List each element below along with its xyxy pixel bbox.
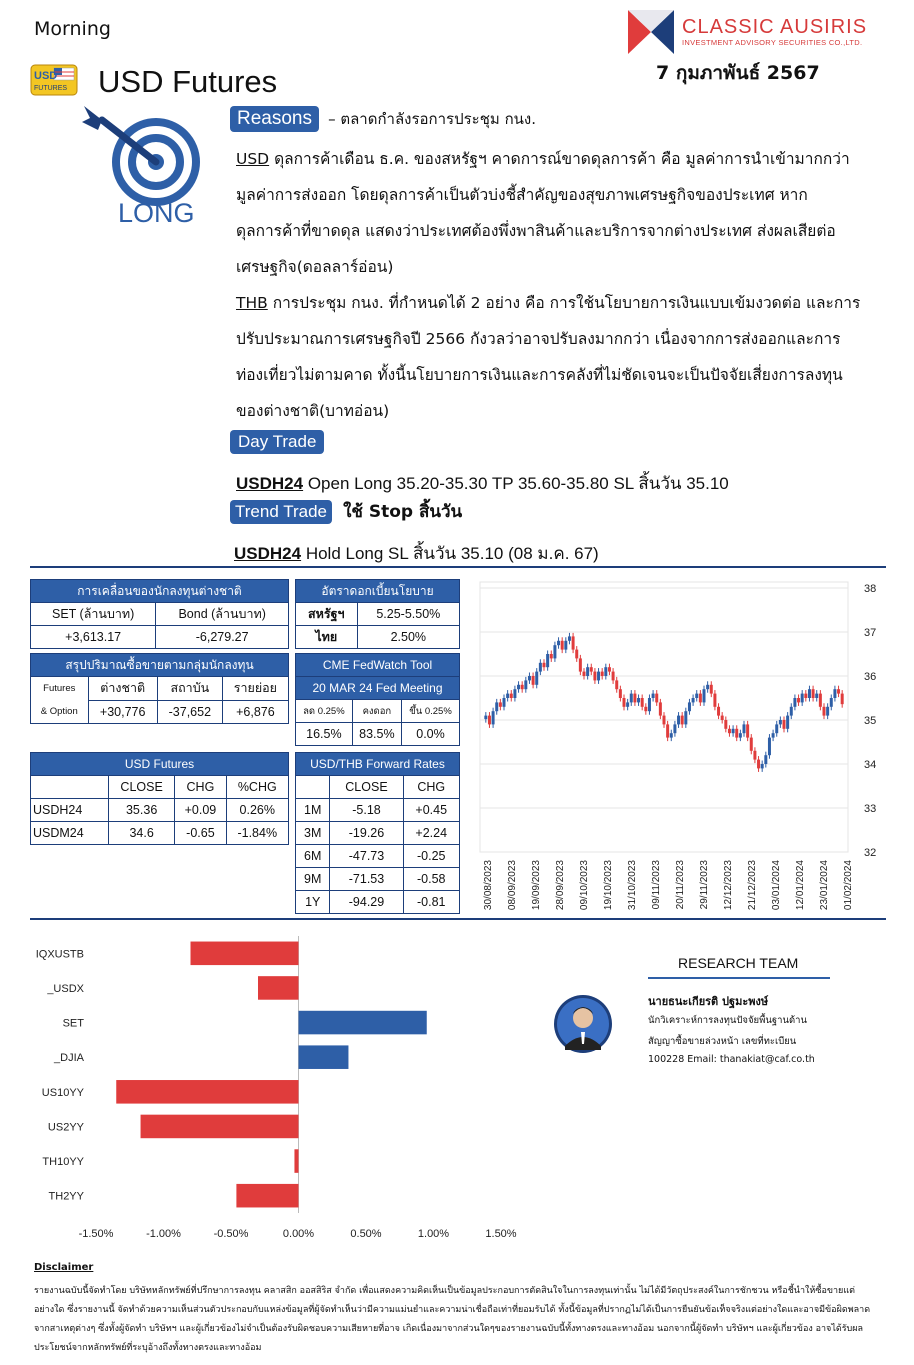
candle-body (535, 672, 538, 685)
candle-body (670, 733, 673, 737)
trend-trade-pill: Trend Trade (230, 500, 332, 524)
candle-body (815, 694, 818, 698)
table-row: 1Y -94.29 -0.81 (296, 891, 460, 914)
x-tick-label: 28/09/2023 (555, 860, 566, 911)
candle-body (826, 707, 829, 716)
x-tick-label: 30/08/2023 (483, 860, 494, 911)
candle-body (550, 654, 553, 658)
candle-body (753, 751, 756, 760)
candle-body (830, 698, 833, 707)
x-tick-label: 1.00% (417, 1228, 450, 1240)
candle-body (724, 720, 727, 729)
x-tick-label: 01/02/2024 (843, 860, 854, 911)
brand-logo-icon (628, 10, 674, 54)
candle-body (630, 694, 633, 703)
candle-body (775, 724, 778, 733)
set-flow-value: +3,613.17 (31, 626, 156, 649)
section-divider-bottom (30, 918, 886, 920)
candle-body (557, 641, 560, 645)
day-trade-symbol: USDH24 (236, 474, 304, 493)
foreign-flow-table: การเคลื่อนของนักลงทุนต่างชาติ SET (ล้านบาท) Bond (ล้านบาท) +3,613.17 -6,279.27 (30, 579, 289, 649)
target-dart-icon (80, 102, 212, 206)
candle-body (619, 689, 622, 698)
candle-body (517, 685, 520, 689)
candle-body (644, 707, 647, 711)
candle-body (608, 667, 611, 671)
foreign-flow-title: การเคลื่อนของนักลงทุนต่างชาติ (31, 580, 289, 603)
policy-rate-title: อัตราดอกเบี้ยนโยบาย (296, 580, 460, 603)
trend-trade-symbol: USDH24 (234, 544, 302, 563)
candle-body (841, 694, 844, 705)
analyst-license: สัญญาซื้อขายล่วงหน้า เลขที่ทะเบียน (648, 1036, 797, 1047)
reasons-summary: – ตลาดกำลังรอการประชุม กนง. (328, 110, 537, 128)
candle-body (601, 672, 604, 676)
policy-rate-table: อัตราดอกเบี้ยนโยบาย สหรัฐฯ 5.25-5.50% ไทย 2.50% (295, 579, 460, 649)
candle-body (673, 724, 676, 733)
candle-body (772, 733, 775, 737)
trend-trade-plan: USDH24 Hold Long SL สิ้นวัน 35.10 (08 ม.ค. 67) (234, 544, 599, 563)
y-tick-label: 33 (864, 803, 877, 815)
x-tick-label: -1.50% (78, 1228, 114, 1240)
usd-reason-line-3: ดุลการค้าที่ขาดดุล แสดงว่าประเทศต้องพึ่งพาสินค้าและบริการจากต่างประเทศ ส่งผลเสียต่อ (236, 222, 836, 240)
candle-body (743, 724, 746, 733)
candle-body (593, 672, 596, 681)
candle-body (597, 672, 600, 681)
candle-body (655, 694, 658, 703)
candle-body (575, 650, 578, 659)
candle-body (615, 680, 618, 689)
candle-body (659, 702, 662, 715)
day-trade-header (230, 430, 324, 454)
candle-body (586, 667, 589, 676)
bond-flow-value: -6,279.27 (156, 626, 289, 649)
x-tick-label: 19/09/2023 (531, 860, 542, 911)
category-label: TH10YY (42, 1156, 84, 1169)
candle-body (783, 720, 786, 729)
category-label: SET (62, 1017, 84, 1030)
candle-body (837, 689, 840, 693)
candle-body (506, 694, 509, 698)
x-tick-label: 0.50% (350, 1228, 382, 1240)
fedwatch-title: CME FedWatch Tool (296, 654, 460, 677)
x-tick-label: 31/10/2023 (627, 860, 638, 911)
candle-body (808, 689, 811, 698)
bar (116, 1080, 298, 1104)
candle-body (713, 694, 716, 707)
candle-body (710, 685, 713, 694)
section-label: Morning (34, 18, 111, 40)
candle-body (823, 707, 826, 716)
y-tick-label: 37 (864, 627, 877, 639)
candle-body (768, 738, 771, 756)
candle-body (543, 663, 546, 667)
bar (299, 1011, 427, 1035)
table-row: 6M -47.73 -0.25 (296, 845, 460, 868)
candle-body (746, 724, 749, 737)
candle-body (681, 716, 684, 725)
candle-body (513, 689, 516, 698)
category-label: US2YY (47, 1121, 84, 1134)
day-trade-plan: USDH24 Open Long 35.20-35.30 TP 35.60-35.80 SL สิ้นวัน 35.10 (236, 474, 729, 493)
disclaimer-text: รายงานฉบับนี้จัดทำโดย บริษัทหลักทรัพย์ที่ปรึกษาการลงทุน คลาสสิก ออสสิริส จำกัด เพื่อแสดงความคิดเห็นเป็นข้อมูลประกอบการตัดสินใจในการลงทุนเท่านั้น ไม่ได้มีวัตถุประสงค์ในการชักชวน หรือชี้นำให้ซื้อขายแต่อย่างใด ซึ่งรายงานนี้ จัดทำด้วยความเห็นส่วนตัวประกอบกับแหล่งข้อมูลที่ผู้จัดทำเห็นว่ามีความแม่นยำและความน่าเชื่อถือเท่าที่ยอมรับได้ ทั้งนี้ข้อมูลที่ปรากฏไม่ได้เป็นการยืนยันข้อเท็จจริงแต่อย่างใดและอาจมีข้อผิดพลาดจากสาเหตุต่างๆ ซึ่งทั้งผู้จัดทำ บริษัทฯ และผู้เกี่ยวข้องไม่จำเป็นต้องรับผิดชอบความเสียหายที่อาจ เกิดเนื่องมาจากส่วนใดๆของรายงานฉบับนี้ทั้งทางตรงและทางอ้อม นอกจากนี้ผู้จัดทำ บริษัทฯ และผู้เกี่ยวข้อง อาจได้รับผลประโยชน์จากหลักทรัพย์ที่ระบุอ้างถึงทั้งทางตรงและทางอ้อม (34, 1286, 871, 1353)
thb-reason-line-4: ของต่างชาติ(บาทอ่อน) (236, 402, 390, 420)
x-tick-label: 29/11/2023 (699, 860, 710, 910)
candle-body (684, 711, 687, 724)
candle-body (612, 672, 615, 681)
fedwatch-meeting: 20 MAR 24 Fed Meeting (296, 677, 460, 700)
x-tick-label: -1.00% (146, 1228, 181, 1240)
candle-body (503, 698, 506, 707)
candle-body (539, 663, 542, 672)
candle-body (717, 707, 720, 716)
candle-body (524, 680, 527, 689)
logo-futures-text: FUTURES (34, 85, 68, 92)
category-label: _DJIA (54, 1052, 84, 1065)
market-change-bar-chart (30, 928, 530, 1248)
candle-body (735, 729, 738, 738)
candle-body (804, 694, 807, 698)
candle-body (801, 694, 804, 703)
analyst-contact: 100228 Email: thanakiat@caf.co.th (648, 1054, 815, 1065)
x-tick-label: 19/10/2023 (603, 860, 614, 911)
bar (191, 942, 299, 966)
analyst-role: นักวิเคราะห์การลงทุนปัจจัยพื้นฐานด้าน (648, 1015, 807, 1026)
candle-body (677, 716, 680, 725)
candle-body (583, 672, 586, 676)
candle-body (626, 702, 629, 706)
candle-body (532, 676, 535, 685)
candle-body (790, 707, 793, 716)
analyst-name: นายธนะเกียรติ ปฐมะพงษ์ (648, 995, 769, 1008)
candle-body (812, 689, 815, 698)
analyst-avatar (553, 994, 613, 1054)
candle-body (750, 738, 753, 751)
candle-body (692, 698, 695, 702)
candle-body (728, 729, 731, 733)
thb-reason-line-3: ท่องเที่ยวไม่ตามคาด ทั้งนี้นโยบายการเงินและการคลังที่ไม่ชัดเจนจะเป็นปัจจัยเสี่ยงการลงทุน (236, 366, 843, 384)
brand-name: CLASSIC AUSIRIS (682, 16, 868, 38)
x-tick-label: 12/01/2024 (795, 860, 806, 911)
x-tick-label: 12/12/2023 (723, 860, 734, 911)
candle-body (561, 641, 564, 650)
signal-label: LONG (118, 198, 195, 228)
y-tick-label: 32 (864, 847, 877, 859)
research-team-rule (648, 977, 830, 979)
category-label: _USDX (47, 982, 84, 995)
bar (141, 1115, 299, 1139)
candle-body (568, 636, 571, 640)
y-tick-label: 34 (864, 759, 877, 771)
thb-tag: THB (236, 294, 268, 312)
bar (299, 1045, 349, 1069)
brand-subtitle: INVESTMENT ADVISORY SECURITIES CO.,LTD. (682, 38, 863, 47)
candle-body (699, 694, 702, 703)
x-tick-label: 0.00% (282, 1228, 315, 1240)
day-trade-pill: Day Trade (230, 430, 324, 454)
reasons-pill: Reasons (230, 106, 319, 132)
candle-body (666, 724, 669, 737)
x-tick-label: 21/12/2023 (747, 860, 758, 911)
trend-trade-header (230, 498, 462, 525)
candle-body (633, 694, 636, 703)
usd-futures-table: USD Futures CLOSE CHG %CHG USDH24 35.36 +0.09 0.26% USDM24 34.6 -0.65 -1.84% (30, 752, 289, 845)
candle-body (663, 716, 666, 725)
category-label: TH2YY (48, 1190, 84, 1203)
usdthb-candlestick-chart (470, 574, 884, 918)
candle-body (495, 702, 498, 711)
candle-body (604, 667, 607, 676)
reasons-header (230, 106, 536, 132)
candle-body (739, 733, 742, 737)
trend-trade-note: ใช้ Stop สิ้นวัน (343, 502, 463, 522)
candle-body (484, 716, 487, 720)
candle-body (652, 694, 655, 698)
x-tick-label: 08/09/2023 (507, 860, 518, 911)
candle-body (510, 694, 513, 698)
candle-body (688, 702, 691, 711)
candle-body (779, 720, 782, 724)
candle-body (786, 716, 789, 729)
candle-body (695, 694, 698, 698)
category-label: US10YY (41, 1086, 84, 1099)
forward-rates-title: USD/THB Forward Rates (296, 753, 460, 776)
candle-body (579, 658, 582, 671)
usd-reason-line-2: มูลค่าการส่งออก โดยดุลการค้าเป็นตัวบ่งชี้สำคัญของสุขภาพเศรษฐกิจของประเทศ หาก (236, 186, 808, 204)
x-tick-label: 03/01/2024 (771, 860, 782, 911)
table-row: 1M -5.18 +0.45 (296, 799, 460, 822)
candle-body (648, 698, 651, 711)
thb-reason-line-1: THB การประชุม กนง. ที่กำหนดได้ 2 อย่าง คือ การใช้นโยบายการเงินแบบเข้มงวดต่อ และการ (236, 294, 861, 312)
candle-body (721, 716, 724, 720)
research-team-title: RESEARCH TEAM (678, 955, 799, 971)
bar (294, 1149, 298, 1173)
candle-body (703, 689, 706, 702)
candle-body (572, 636, 575, 649)
report-date: 7 กุมภาพันธ์ 2567 (656, 62, 820, 84)
y-tick-label: 35 (864, 715, 877, 727)
candle-body (637, 698, 640, 702)
x-tick-label: 09/11/2023 (651, 860, 662, 910)
candle-body (546, 654, 549, 667)
candle-body (833, 689, 836, 698)
table-row: 9M -71.53 -0.58 (296, 868, 460, 891)
investor-summary-table: สรุปปริมาณซื้อขายตามกลุ่มนักลงทุน Futures & Option ต่างชาติ สถาบัน รายย่อย +30,776 -37,652 +6,876 (30, 653, 289, 724)
candle-body (492, 711, 495, 724)
candle-body (521, 685, 524, 689)
candle-body (764, 755, 767, 764)
candle-body (623, 698, 626, 707)
bar (236, 1184, 298, 1208)
candle-body (797, 698, 800, 702)
bar (258, 976, 299, 1000)
x-tick-label: 20/11/2023 (675, 860, 686, 910)
usd-futures-title: USD Futures (31, 753, 289, 776)
candle-body (819, 694, 822, 707)
forward-rates-table: USD/THB Forward Rates CLOSE CHG 1M -5.18 +0.45 3M -19.26 +2.24 6M -47.73 -0.25 9M -71.53 -0.58 1Y -94.29 -0.81 (295, 752, 460, 914)
usd-tag: USD (236, 150, 270, 168)
fedwatch-table: CME FedWatch Tool 20 MAR 24 Fed Meeting ลด 0.25% คงดอก ขึ้น 0.25% 16.5% 83.5% 0.0% (295, 653, 460, 746)
usd-futures-logo (30, 64, 78, 96)
disclaimer-title: Disclaimer (34, 1262, 94, 1273)
table-row: 3M -19.26 +2.24 (296, 822, 460, 845)
usd-reason-line-1: USD ดุลการค้าเดือน ธ.ค. ของสหรัฐฯ คาดการณ์ขาดดุลการค้า คือ มูลค่าการนำเข้ามากกว่า (236, 150, 850, 168)
x-tick-label: -0.50% (213, 1228, 249, 1240)
candle-body (706, 685, 709, 689)
candle-body (793, 698, 796, 707)
candle-body (732, 729, 735, 733)
candle-body (553, 645, 556, 658)
candle-body (641, 698, 644, 707)
candle-body (590, 667, 593, 671)
section-divider-top (30, 566, 886, 568)
candle-body (564, 641, 567, 650)
usd-reason-line-4: เศรษฐกิจ(ดอลลาร์อ่อน) (236, 258, 394, 276)
x-tick-label: 23/01/2024 (819, 860, 830, 911)
page-title: USD Futures (98, 64, 278, 99)
investor-summary-title: สรุปปริมาณซื้อขายตามกลุ่มนักลงทุน (31, 654, 289, 677)
candle-body (528, 676, 531, 680)
y-tick-label: 38 (864, 583, 877, 595)
candle-body (499, 702, 502, 706)
candle-body (757, 760, 760, 769)
category-label: IQXUSTB (35, 948, 84, 961)
table-row: USDH24 35.36 +0.09 0.26% (31, 799, 289, 822)
x-tick-label: 1.50% (485, 1228, 517, 1240)
x-tick-label: 09/10/2023 (579, 860, 590, 911)
candle-body (761, 764, 764, 768)
thb-reason-line-2: ปรับประมาณการเศรษฐกิจปี 2566 กังวลว่าอาจปรับลงมากกว่า เนื่องจากการส่งออกและการ (236, 330, 841, 348)
table-row: USDM24 34.6 -0.65 -1.84% (31, 822, 289, 845)
y-tick-label: 36 (864, 671, 877, 683)
candle-body (488, 716, 491, 725)
logo-usd-text: USD (34, 70, 58, 82)
